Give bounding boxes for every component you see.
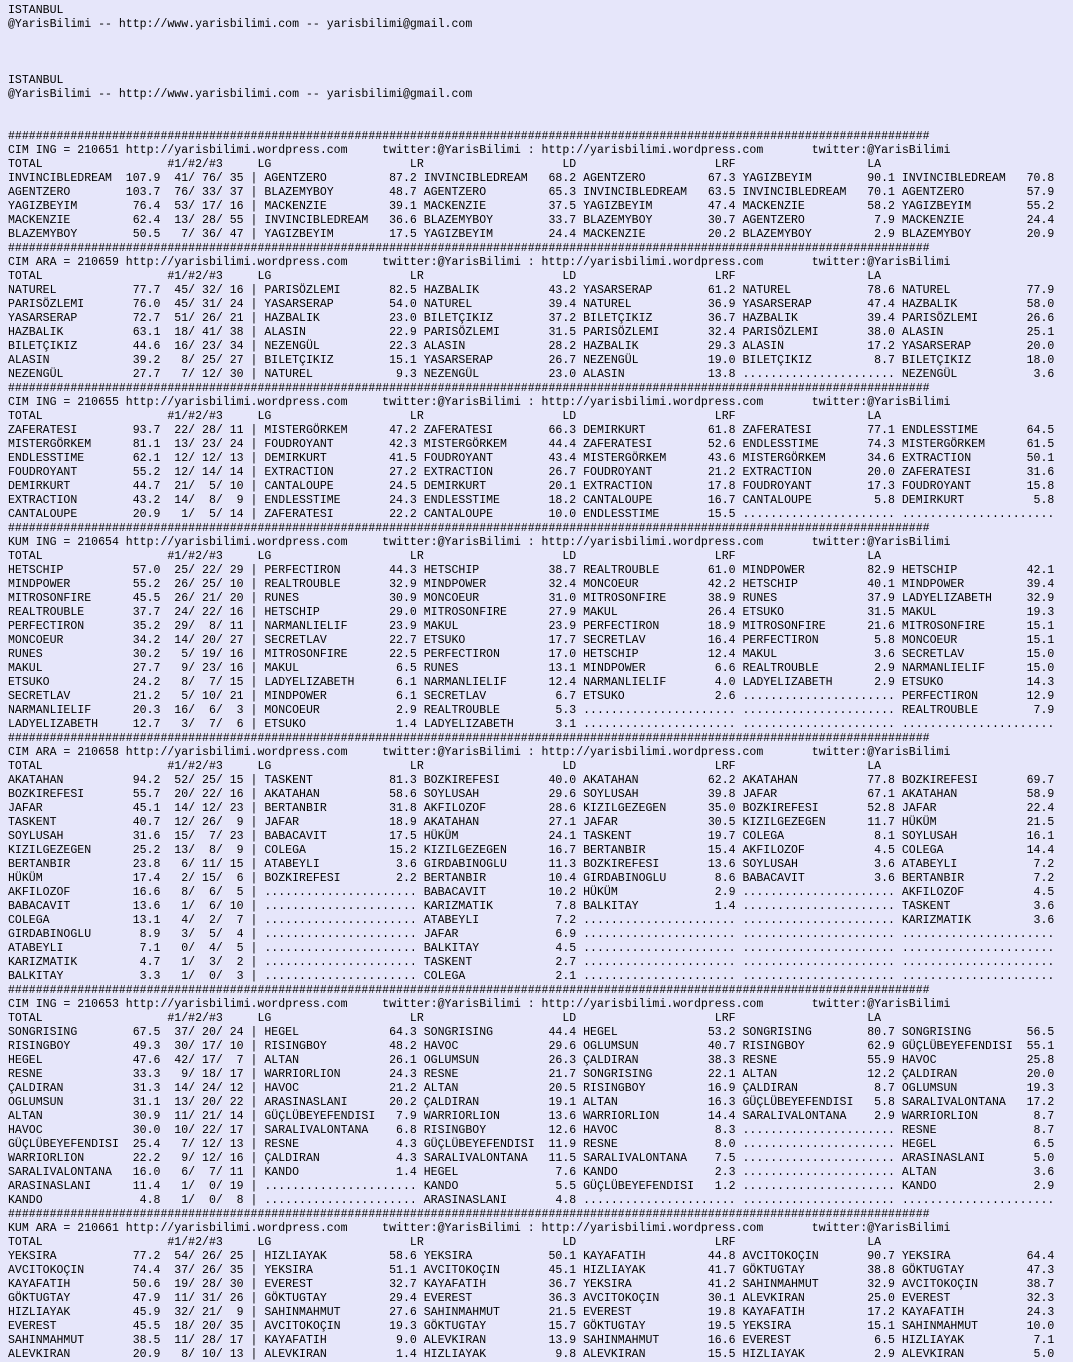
text-line: ENDLESSTIME 62.1 12/ 12/ 13 | DEMIRKURT 41.5 FOUDROYANT 43.4 MISTERGÖRKEM 43.6 MISTERGÖRKEM 34.6 EXTRACTION 50.1: [8, 452, 1055, 465]
text-line: NEZENGÜL 27.7 7/ 12/ 30 | NATUREL 9.3 NEZENGÜL 23.0 ALASIN 13.8 ...................... NEZENGÜL 3.6: [8, 368, 1055, 381]
text-line: SARALIVALONTANA 16.0 6/ 7/ 11 | KANDO 1.4 HEGEL 7.6 KANDO 2.3 ...................... ALTAN 3.6: [8, 1166, 1055, 1179]
text-line: INVINCIBLEDREAM 107.9 41/ 76/ 35 | AGENTZERO 87.2 INVINCIBLEDREAM 68.2 AGENTZERO 67.3 YAGIZBEYIM 90.1 INVINCIBLEDREAM 70.8: [8, 172, 1055, 185]
text-line: BABACAVIT 13.6 1/ 6/ 10 | ...................... KARIZMATIK 7.8 BALKITAY 1.4 ...................... TASKENT 3.6: [8, 900, 1055, 913]
race-header-line: CIM ARA = 210659 http://yarisbilimi.wordpress.com twitter:@YarisBilimi : http://yarisbilimi.wordpress.com twitter:@YarisBilimi: [8, 256, 951, 269]
text-line: KIZILGEZEGEN 25.2 13/ 8/ 9 | COLEGA 15.2 KIZILGEZEGEN 16.7 BERTANBIR 15.4 AKFILOZOF 4.5 COLEGA 14.4: [8, 844, 1055, 857]
text-line: BALKITAY 3.3 1/ 0/ 3 | ...................... COLEGA 2.1 ...................... ...................... ......................: [8, 970, 1055, 983]
text-line: SECRETLAV 21.2 5/ 10/ 21 | MINDPOWER 6.1 SECRETLAV 6.7 ETSUKO 2.6 ...................... PERFECTIRON 12.9: [8, 690, 1055, 703]
text-line: AKATAHAN 94.2 52/ 25/ 15 | TASKENT 81.3 BOZKIREFESI 40.0 AKATAHAN 62.2 AKATAHAN 77.8 BOZKIREFESI 69.7: [8, 774, 1055, 787]
text-line: MACKENZIE 62.4 13/ 28/ 55 | INVINCIBLEDREAM 36.6 BLAZEMYBOY 33.7 BLAZEMYBOY 30.7 AGENTZERO 7.9 MACKENZIE 24.4: [8, 214, 1055, 227]
separator-line: #####################################################################################################################################: [8, 522, 930, 535]
text-line: PARISÖZLEMI 76.0 45/ 31/ 24 | YASARSERAP 54.0 NATUREL 39.4 NATUREL 36.9 YASARSERAP 47.4 HAZBALIK 58.0: [8, 298, 1055, 311]
text-line: HIZLIAYAK 45.9 32/ 21/ 9 | SAHINMAHMUT 27.6 SAHINMAHMUT 21.5 EVEREST 19.8 KAYAFATIH 17.2 KAYAFATIH 24.3: [8, 1306, 1055, 1319]
text-line: JAFAR 45.1 14/ 12/ 23 | BERTANBIR 31.8 AKFILOZOF 28.6 KIZILGEZEGEN 35.0 BOZKIREFESI 52.8 JAFAR 22.4: [8, 802, 1055, 815]
text-line: MAKUL 27.7 9/ 23/ 16 | MAKUL 6.5 RUNES 13.1 MINDPOWER 6.6 REALTROUBLE 2.9 NARMANLIELIF 15.0: [8, 662, 1055, 675]
text-line: ALTAN 30.9 11/ 21/ 14 | GÜÇLÜBEYEFENDISI 7.9 WARRIORLION 13.6 WARRIORLION 14.4 SARALIVALONTANA 2.9 WARRIORLION 8.7: [8, 1110, 1055, 1123]
column-header-line: TOTAL #1/#2/#3 LG LR LD LRF LA: [8, 760, 882, 773]
text-line: @YarisBilimi -- http://www.yarisbilimi.com -- yarisbilimi@gmail.com: [8, 18, 473, 31]
text-line: AVCITOKOÇIN 74.4 37/ 26/ 35 | YEKSIRA 51.1 AVCITOKOÇIN 45.1 HIZLIAYAK 41.7 GÖKTUGTAY 38.8 GÖKTUGTAY 47.3: [8, 1264, 1055, 1277]
text-line: NATUREL 77.7 45/ 32/ 16 | PARISÖZLEMI 82.5 HAZBALIK 43.2 YASARSERAP 61.2 NATUREL 78.6 NATUREL 77.9: [8, 284, 1055, 297]
column-header-line: TOTAL #1/#2/#3 LG LR LD LRF LA: [8, 550, 882, 563]
race-header-line: CIM ING = 210655 http://yarisbilimi.wordpress.com twitter:@YarisBilimi : http://yarisbilimi.wordpress.com twitter:@YarisBilimi: [8, 396, 951, 409]
text-line: LADYELIZABETH 12.7 3/ 7/ 6 | ETSUKO 1.4 LADYELIZABETH 3.1 ...................... ...................... ......................: [8, 718, 1055, 731]
separator-line: #####################################################################################################################################: [8, 984, 930, 997]
text-line: MITROSONFIRE 45.5 26/ 21/ 20 | RUNES 30.9 MONCOEUR 31.0 MITROSONFIRE 38.9 RUNES 37.9 LADYELIZABETH 32.9: [8, 592, 1055, 605]
text-line: EVEREST 45.5 18/ 20/ 35 | AVCITOKOÇIN 19.3 GÖKTUGTAY 15.7 GÖKTUGTAY 19.5 YEKSIRA 15.1 SAHINMAHMUT 10.0: [8, 1320, 1055, 1333]
text-line: GIRDABINOGLU 8.9 3/ 5/ 4 | ...................... JAFAR 6.9 ...................... ...................... ......................: [8, 928, 1055, 941]
text-line: SAHINMAHMUT 38.5 11/ 28/ 17 | KAYAFATIH 9.0 ALEVKIRAN 13.9 SAHINMAHMUT 16.6 EVEREST 6.5 HIZLIAYAK 7.1: [8, 1334, 1055, 1347]
text-line: RUNES 30.2 5/ 19/ 16 | MITROSONFIRE 22.5 PERFECTIRON 17.0 HETSCHIP 12.4 MAKUL 3.6 SECRETLAV 15.0: [8, 648, 1055, 661]
text-line: CANTALOUPE 20.9 1/ 5/ 14 | ZAFERATESI 22.2 CANTALOUPE 10.0 ENDLESSTIME 15.5 ...................... ......................: [8, 508, 1055, 521]
race-header-line: CIM ING = 210651 http://yarisbilimi.wordpress.com twitter:@YarisBilimi : http://yarisbilimi.wordpress.com twitter:@YarisBilimi: [8, 144, 951, 157]
text-line: MISTERGÖRKEM 81.1 13/ 23/ 24 | FOUDROYANT 42.3 MISTERGÖRKEM 44.4 ZAFERATESI 52.6 ENDLESSTIME 74.3 MISTERGÖRKEM 61.5: [8, 438, 1055, 451]
text-line: SONGRISING 67.5 37/ 20/ 24 | HEGEL 64.3 SONGRISING 44.4 HEGEL 53.2 SONGRISING 80.7 SONGRISING 56.5: [8, 1026, 1055, 1039]
separator-line: #####################################################################################################################################: [8, 382, 930, 395]
blank-line: [8, 116, 1073, 130]
text-line: EXTRACTION 43.2 14/ 8/ 9 | ENDLESSTIME 24.3 ENDLESSTIME 18.2 CANTALOUPE 16.7 CANTALOUPE 5.8 DEMIRKURT 5.8: [8, 494, 1055, 507]
blank-line: [8, 60, 1073, 74]
text-line: ÇALDIRAN 31.3 14/ 24/ 12 | HAVOC 21.2 ALTAN 20.5 RISINGBOY 16.9 ÇALDIRAN 8.7 OGLUMSUN 19.3: [8, 1082, 1055, 1095]
text-line: HÜKÜM 17.4 2/ 15/ 6 | BOZKIREFESI 2.2 BERTANBIR 10.4 GIRDABINOGLU 8.6 BABACAVIT 3.6 BERTANBIR 7.2: [8, 872, 1055, 885]
race-header-line: CIM ARA = 210658 http://yarisbilimi.wordpress.com twitter:@YarisBilimi : http://yarisbilimi.wordpress.com twitter:@YarisBilimi: [8, 746, 951, 759]
column-header-line: TOTAL #1/#2/#3 LG LR LD LRF LA: [8, 410, 882, 423]
race-header-line: KUM ING = 210654 http://yarisbilimi.wordpress.com twitter:@YarisBilimi : http://yarisbilimi.wordpress.com twitter:@YarisBilimi: [8, 536, 951, 549]
text-line: GÜÇLÜBEYEFENDISI 25.4 7/ 12/ 13 | RESNE 4.3 GÜÇLÜBEYEFENDISI 11.9 RESNE 8.0 ...................... HEGEL 6.5: [8, 1138, 1055, 1151]
separator-line: #####################################################################################################################################: [8, 732, 930, 745]
text-line: REALTROUBLE 37.7 24/ 22/ 16 | HETSCHIP 29.0 MITROSONFIRE 27.9 MAKUL 26.4 ETSUKO 31.5 MAKUL 19.3: [8, 606, 1055, 619]
race-header-line: CIM ING = 210653 http://yarisbilimi.wordpress.com twitter:@YarisBilimi : http://yarisbilimi.wordpress.com twitter:@YarisBilimi: [8, 998, 951, 1011]
text-line: WARRIORLION 22.2 9/ 12/ 16 | ÇALDIRAN 4.3 SARALIVALONTANA 11.5 SARALIVALONTANA 7.5 ...................... ARASINASLANI 5.0: [8, 1152, 1055, 1165]
text-line: ALASIN 39.2 8/ 25/ 27 | BILETÇIKIZ 15.1 YASARSERAP 26.7 NEZENGÜL 19.0 BILETÇIKIZ 8.7 BILETÇIKIZ 18.0: [8, 354, 1055, 367]
text-line: TASKENT 40.7 12/ 26/ 9 | JAFAR 18.9 AKATAHAN 27.1 JAFAR 30.5 KIZILGEZEGEN 11.7 HÜKÜM 21.5: [8, 816, 1055, 829]
text-line: ARASINASLANI 11.4 1/ 0/ 19 | ...................... KANDO 5.5 GÜÇLÜBEYEFENDISI 1.2 ...................... KANDO 2.9: [8, 1180, 1055, 1193]
text-line: ZAFERATESI 93.7 22/ 28/ 11 | MISTERGÖRKEM 47.2 ZAFERATESI 66.3 DEMIRKURT 61.8 ZAFERATESI 77.1 ENDLESSTIME 64.5: [8, 424, 1055, 437]
text-line: RESNE 33.3 9/ 18/ 17 | WARRIORLION 24.3 RESNE 21.7 SONGRISING 22.1 ALTAN 12.2 ÇALDIRAN 20.0: [8, 1068, 1055, 1081]
text-line: @YarisBilimi -- http://www.yarisbilimi.com -- yarisbilimi@gmail.com: [8, 88, 473, 101]
text-line: BOZKIREFESI 55.7 20/ 22/ 16 | AKATAHAN 58.6 SOYLUSAH 29.6 SOYLUSAH 39.8 JAFAR 67.1 AKATAHAN 58.9: [8, 788, 1055, 801]
column-header-line: TOTAL #1/#2/#3 LG LR LD LRF LA: [8, 270, 882, 283]
separator-line: #####################################################################################################################################: [8, 1208, 930, 1221]
text-line: SOYLUSAH 31.6 15/ 7/ 23 | BABACAVIT 17.5 HÜKÜM 24.1 TASKENT 19.7 COLEGA 8.1 SOYLUSAH 16.1: [8, 830, 1055, 843]
text-line: MINDPOWER 55.2 26/ 25/ 10 | REALTROUBLE 32.9 MINDPOWER 32.4 MONCOEUR 42.2 HETSCHIP 40.1 MINDPOWER 39.4: [8, 578, 1055, 591]
text-line: ALEVKIRAN 20.9 8/ 10/ 13 | ALEVKIRAN 1.4 HIZLIAYAK 9.8 ALEVKIRAN 15.5 HIZLIAYAK 2.9 ALEVKIRAN 5.0: [8, 1348, 1055, 1361]
text-line: ISTANBUL: [8, 74, 64, 87]
text-line: GÖKTUGTAY 47.9 11/ 31/ 26 | GÖKTUGTAY 29.4 EVEREST 36.3 AVCITOKOÇIN 30.1 ALEVKIRAN 25.0 EVEREST 32.3: [8, 1292, 1055, 1305]
text-line: MONCOEUR 34.2 14/ 20/ 27 | SECRETLAV 22.7 ETSUKO 17.7 SECRETLAV 16.4 PERFECTIRON 5.8 MONCOEUR 15.1: [8, 634, 1055, 647]
separator-line: #####################################################################################################################################: [8, 130, 930, 143]
text-line: HAVOC 30.0 10/ 22/ 17 | SARALIVALONTANA 6.8 RISINGBOY 12.6 HAVOC 8.3 ...................... RESNE 8.7: [8, 1124, 1055, 1137]
text-line: ISTANBUL: [8, 4, 64, 17]
text-line: BILETÇIKIZ 44.6 16/ 23/ 34 | NEZENGÜL 22.3 ALASIN 28.2 HAZBALIK 29.3 ALASIN 17.2 YASARSERAP 20.0: [8, 340, 1055, 353]
text-line: BLAZEMYBOY 50.5 7/ 36/ 47 | YAGIZBEYIM 17.5 YAGIZBEYIM 24.4 MACKENZIE 20.2 BLAZEMYBOY 2.9 BLAZEMYBOY 20.9: [8, 228, 1055, 241]
text-line: ATABEYLI 7.1 0/ 4/ 5 | ...................... BALKITAY 4.5 ...................... ...................... ......................: [8, 942, 1055, 955]
text-line: KARIZMATIK 4.7 1/ 3/ 2 | ...................... TASKENT 2.7 ...................... ...................... ......................: [8, 956, 1055, 969]
text-line: KAYAFATIH 50.6 19/ 28/ 30 | EVEREST 32.7 KAYAFATIH 36.7 YEKSIRA 41.2 SAHINMAHMUT 32.9 AVCITOKOÇIN 38.7: [8, 1278, 1055, 1291]
text-line: NARMANLIELIF 20.3 16/ 6/ 3 | MONCOEUR 2.9 REALTROUBLE 5.3 ...................... ...................... REALTROUBLE 7.9: [8, 704, 1055, 717]
column-header-line: TOTAL #1/#2/#3 LG LR LD LRF LA: [8, 1012, 882, 1025]
text-line: FOUDROYANT 55.2 12/ 14/ 14 | EXTRACTION 27.2 EXTRACTION 26.7 FOUDROYANT 21.2 EXTRACTION 20.0 ZAFERATESI 31.6: [8, 466, 1055, 479]
text-line: DEMIRKURT 44.7 21/ 5/ 10 | CANTALOUPE 24.5 DEMIRKURT 20.1 EXTRACTION 17.8 FOUDROYANT 17.3 FOUDROYANT 15.8: [8, 480, 1055, 493]
text-line: BERTANBIR 23.8 6/ 11/ 15 | ATABEYLI 3.6 GIRDABINOGLU 11.3 BOZKIREFESI 13.6 SOYLUSAH 3.6 ATABEYLI 7.2: [8, 858, 1055, 871]
text-line: YEKSIRA 77.2 54/ 26/ 25 | HIZLIAYAK 58.6 YEKSIRA 50.1 KAYAFATIH 44.8 AVCITOKOÇIN 90.7 YEKSIRA 64.4: [8, 1250, 1055, 1263]
text-line: PERFECTIRON 35.2 29/ 8/ 11 | NARMANLIELIF 23.9 MAKUL 23.9 PERFECTIRON 18.9 MITROSONFIRE 21.6 MITROSONFIRE 15.1: [8, 620, 1055, 633]
blank-line: [8, 46, 1073, 60]
race-header-line: KUM ARA = 210661 http://yarisbilimi.wordpress.com twitter:@YarisBilimi : http://yarisbilimi.wordpress.com twitter:@YarisBilimi: [8, 1222, 951, 1235]
text-line: KANDO 4.8 1/ 0/ 8 | ...................... ARASINASLANI 4.8 ...................... ...................... ......................: [8, 1194, 1055, 1207]
text-line: RISINGBOY 49.3 30/ 17/ 10 | RISINGBOY 48.2 HAVOC 29.6 OGLUMSUN 40.7 RISINGBOY 62.9 GÜÇLÜBEYEFENDISI 55.1: [8, 1040, 1055, 1053]
text-line: OGLUMSUN 31.1 13/ 20/ 22 | ARASINASLANI 20.2 ÇALDIRAN 19.1 ALTAN 16.3 GÜÇLÜBEYEFENDISI 5.8 SARALIVALONTANA 17.2: [8, 1096, 1055, 1109]
text-line: HETSCHIP 57.0 25/ 22/ 29 | PERFECTIRON 44.3 HETSCHIP 38.7 REALTROUBLE 61.0 MINDPOWER 82.9 HETSCHIP 42.1: [8, 564, 1055, 577]
text-line: ETSUKO 24.2 8/ 7/ 15 | LADYELIZABETH 6.1 NARMANLIELIF 12.4 NARMANLIELIF 4.0 LADYELIZABETH 2.9 ETSUKO 14.3: [8, 676, 1055, 689]
text-line: AKFILOZOF 16.6 8/ 6/ 5 | ...................... BABACAVIT 10.2 HÜKÜM 2.9 ...................... AKFILOZOF 4.5: [8, 886, 1055, 899]
text-line: HEGEL 47.6 42/ 17/ 7 | ALTAN 26.1 OGLUMSUN 26.3 ÇALDIRAN 38.3 RESNE 55.9 HAVOC 25.8: [8, 1054, 1055, 1067]
text-line: COLEGA 13.1 4/ 2/ 7 | ...................... ATABEYLI 7.2 ...................... ...................... KARIZMATIK 3.6: [8, 914, 1055, 927]
blank-line: [8, 32, 1073, 46]
separator-line: #####################################################################################################################################: [8, 242, 930, 255]
blank-line: [8, 102, 1073, 116]
column-header-line: TOTAL #1/#2/#3 LG LR LD LRF LA: [8, 158, 882, 171]
text-line: YAGIZBEYIM 76.4 53/ 17/ 16 | MACKENZIE 39.1 MACKENZIE 37.5 YAGIZBEYIM 47.4 MACKENZIE 58.2 YAGIZBEYIM 55.2: [8, 200, 1055, 213]
text-line: AGENTZERO 103.7 76/ 33/ 37 | BLAZEMYBOY 48.7 AGENTZERO 65.3 INVINCIBLEDREAM 63.5 INVINCIBLEDREAM 70.1 AGENTZERO 57.9: [8, 186, 1055, 199]
text-line: YASARSERAP 72.7 51/ 26/ 21 | HAZBALIK 23.0 BILETÇIKIZ 37.2 BILETÇIKIZ 36.7 HAZBALIK 39.4 PARISÖZLEMI 26.6: [8, 312, 1055, 325]
column-header-line: TOTAL #1/#2/#3 LG LR LD LRF LA: [8, 1236, 882, 1249]
text-line: HAZBALIK 63.1 18/ 41/ 38 | ALASIN 22.9 PARISÖZLEMI 31.5 PARISÖZLEMI 32.4 PARISÖZLEMI 38.0 ALASIN 25.1: [8, 326, 1055, 339]
